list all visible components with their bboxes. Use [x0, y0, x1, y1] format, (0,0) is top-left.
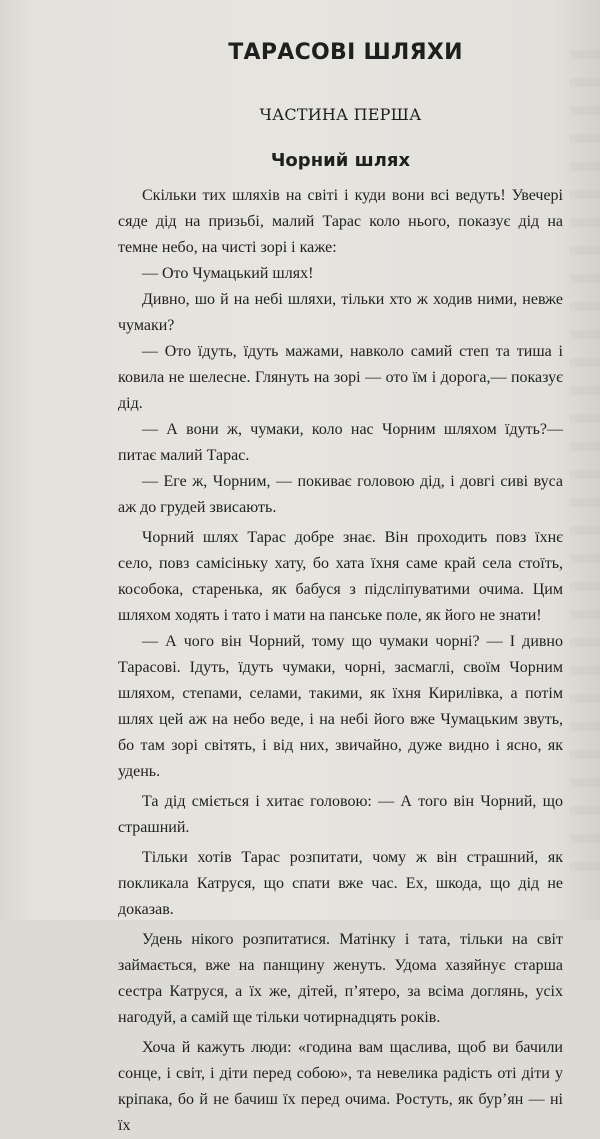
- body-text: [118, 183, 563, 1139]
- paragraph: — А вони ж, чумаки, коло нас Чорним шляхом їдуть?— питає малий Тарас.: [118, 421, 563, 464]
- chapter-title: Чорний шлях: [270, 150, 411, 171]
- facing-page-edge: [570, 50, 600, 890]
- page-content: [118, 40, 563, 1139]
- paragraph: Скільки тих шляхів на світі і куди вони всі ведуть! Увечері сяде дід на призьбі, малий Тарас коло нього, показує дід на темне небо, на чисті зорі і каже:: [118, 187, 563, 256]
- paragraph: — Еге ж, Чорним, — покиває головою дід, і довгі сиві вуса аж до грудей звисають.: [118, 473, 563, 516]
- paragraph: Та дід сміється і хитає головою: — А того він Чорний, що страшний.: [118, 793, 563, 836]
- paragraph: Хоча й кажуть люди: «година вам щаслива, щоб ви бачили сонце, і світ, і діти перед собою», та невелика радість оті діти у кріпака, бо й не бачиш їх перед очима. Ростуть, як бур’ян — ні їх: [118, 1039, 563, 1134]
- paragraph: — А чого він Чорний, тому що чумаки чорні? — І дивно Тарасові. Ідуть, їдуть чумаки, чорні, засмаглі, своїм Чорним шляхом, степами, селами, такими, як їхня Кирилівка, а потім шлях цей аж на небо веде, і на небі його вже Чумацьким звуть, бо там зорі світять, і від них, звичайно, дуже видно і ясно, як удень.: [118, 633, 563, 780]
- book-title: ТАРАСОВІ ШЛЯХИ: [228, 40, 463, 65]
- paragraph: — Ото Чумацький шлях!: [142, 265, 314, 282]
- paragraph: Чорний шлях Тарас добре знає. Він проходить повз їхнє село, повз самісіньку хату, бо хата їхня саме край села стоїть, кособока, старенька, як бабуся з підсліпуватими очима. Цим шляхом ходять і тато і мати на панське поле, як його не знати!: [118, 529, 563, 624]
- part-title: ЧАСТИНА ПЕРША: [259, 105, 422, 124]
- paragraph: Удень нікого розпитатися. Матінку і тата, тільки на світ займається, вже на панщину женуть. Удома хазяйнує старша сестра Катруся, а їх же, дітей, п’ятеро, за всіма доглянь, усіх нагодуй, а самій ще тільки чотирнадцять років.: [118, 931, 563, 1026]
- paragraph: Тільки хотів Тарас розпитати, чому ж він страшний, як покликала Катруся, що спати вже час. Ех, шкода, що дід не доказав.: [118, 849, 563, 918]
- paragraph: — Ото їдуть, їдуть мажами, навколо самий степ та тиша і ковила не шелесне. Глянуть на зорі — ото їм і дорога,— показує дід.: [118, 343, 563, 412]
- paragraph: Дивно, шо й на небі шляхи, тільки хто ж ходив ними, невже чумаки?: [118, 291, 563, 334]
